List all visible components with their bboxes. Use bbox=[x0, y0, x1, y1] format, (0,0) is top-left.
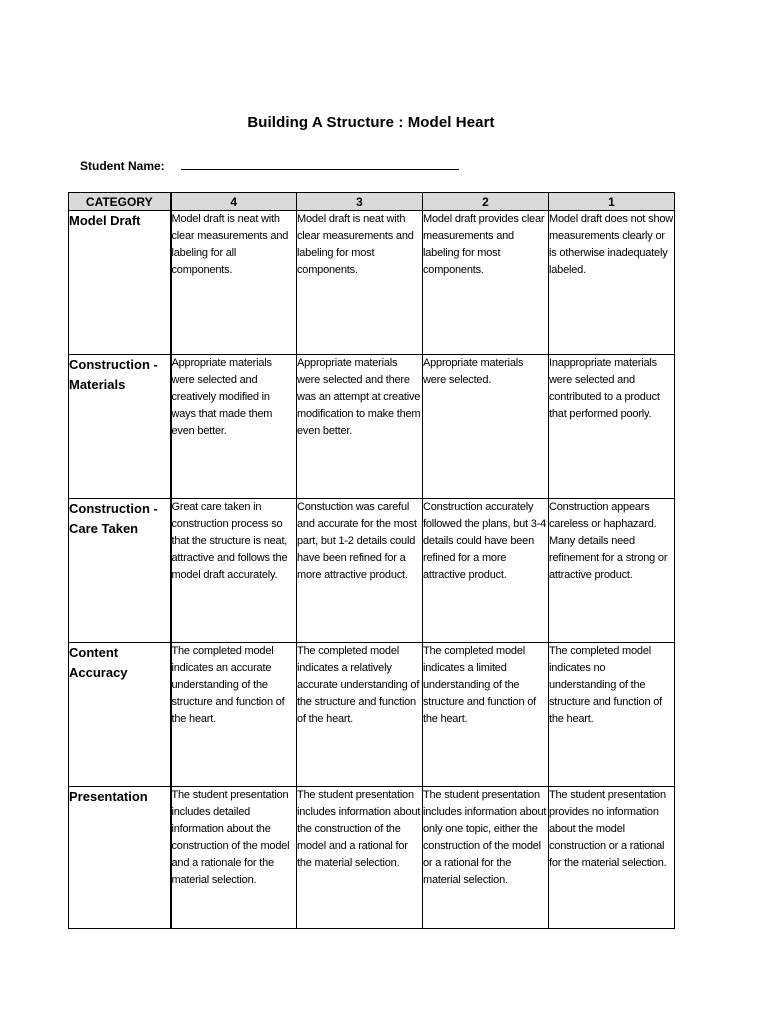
category-cell: Presentation bbox=[69, 787, 171, 929]
criteria-cell-score-3: Appropriate materials were selected and there was an attempt at creative modification to make them even better. bbox=[297, 355, 423, 499]
rubric-header-row bbox=[69, 193, 675, 211]
rubric-row-model-draft bbox=[69, 211, 675, 355]
criteria-cell-score-2: Model draft provides clear measurements and labeling for most components. bbox=[423, 211, 549, 355]
rubric-row-construction-materials bbox=[69, 355, 675, 499]
student-name-blank-line bbox=[181, 155, 459, 170]
category-cell: Construction - Care Taken bbox=[69, 499, 171, 643]
document-title: Building A Structure : Model Heart bbox=[247, 114, 495, 131]
category-cell: Content Accuracy bbox=[69, 643, 171, 787]
category-cell: Construction - Materials bbox=[69, 355, 171, 499]
criteria-cell-score-3: Model draft is neat with clear measurements and labeling for most components. bbox=[297, 211, 423, 355]
criteria-cell-score-2: Appropriate materials were selected. bbox=[423, 355, 549, 499]
criteria-cell-score-1: The student presentation provides no information about the model construction or a rational for the material selection. bbox=[549, 787, 675, 929]
criteria-cell-score-4: The student presentation includes detailed information about the construction of the model and a rationale for the material selection. bbox=[171, 787, 297, 929]
rubric-row-construction-care-taken bbox=[69, 499, 675, 643]
criteria-cell-score-4: Appropriate materials were selected and creatively modified in ways that made them even better. bbox=[171, 355, 297, 499]
rubric-row-content-accuracy bbox=[69, 643, 675, 787]
criteria-cell-score-2: The completed model indicates a limited understanding of the structure and function of the heart. bbox=[423, 643, 549, 787]
header-score-3: 3 bbox=[297, 193, 423, 211]
header-score-1: 1 bbox=[549, 193, 675, 211]
criteria-cell-score-2: Construction accurately followed the plans, but 3-4 details could have been refined for a more attractive product. bbox=[423, 499, 549, 643]
header-score-2: 2 bbox=[423, 193, 549, 211]
rubric-table bbox=[68, 192, 675, 929]
rubric-row-presentation bbox=[69, 787, 675, 929]
criteria-cell-score-3: Constuction was careful and accurate for the most part, but 1-2 details could have been refined for a more attractive product. bbox=[297, 499, 423, 643]
criteria-cell-score-1: Model draft does not show measurements clearly or is otherwise inadequately labeled. bbox=[549, 211, 675, 355]
criteria-cell-score-4: The completed model indicates an accurate understanding of the structure and function of the heart. bbox=[171, 643, 297, 787]
criteria-cell-score-3: The student presentation includes information about the construction of the model and a rational for the material selection. bbox=[297, 787, 423, 929]
criteria-cell-score-3: The completed model indicates a relatively accurate understanding of the structure and function of the heart. bbox=[297, 643, 423, 787]
criteria-cell-score-4: Great care taken in construction process so that the structure is neat, attractive and follows the model draft accurately. bbox=[171, 499, 297, 643]
category-cell: Model Draft bbox=[69, 211, 171, 355]
criteria-cell-score-4: Model draft is neat with clear measurements and labeling for all components. bbox=[171, 211, 297, 355]
criteria-cell-score-1: Inappropriate materials were selected and contributed to a product that performed poorly. bbox=[549, 355, 675, 499]
header-score-4: 4 bbox=[171, 193, 297, 211]
header-category: CATEGORY bbox=[69, 193, 171, 211]
student-name-label: Student Name: bbox=[80, 159, 165, 173]
student-name-row bbox=[80, 155, 459, 173]
criteria-cell-score-1: The completed model indicates no understanding of the structure and function of the heart. bbox=[549, 643, 675, 787]
criteria-cell-score-1: Construction appears careless or haphazard. Many details need refinement for a strong or attractive product. bbox=[549, 499, 675, 643]
criteria-cell-score-2: The student presentation includes information about only one topic, either the construction of the model or a rational for the material selection. bbox=[423, 787, 549, 929]
